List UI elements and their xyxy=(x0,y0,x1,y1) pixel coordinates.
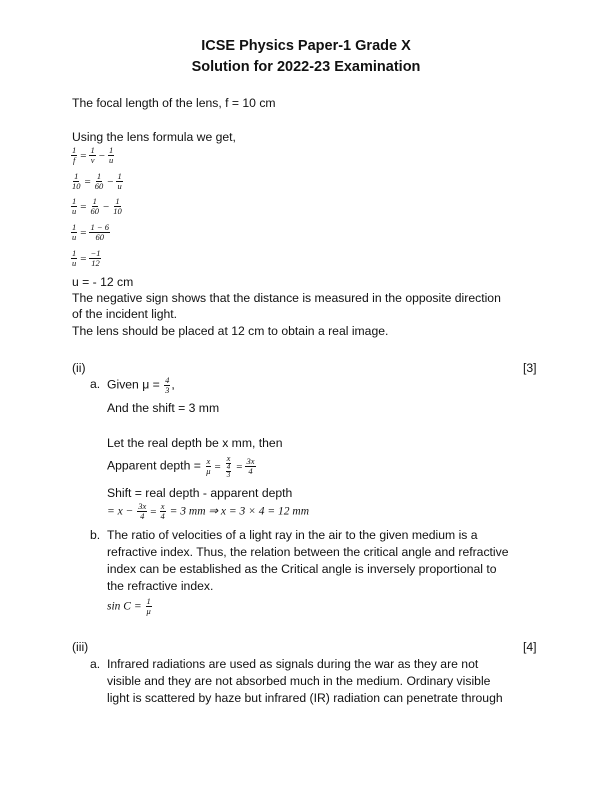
real-depth-text: Let the real depth be x mm, then xyxy=(107,436,283,450)
negative-sign-line-2: of the incident light. xyxy=(72,307,178,321)
lens-step-1: $\frac{1}{f}$ = $\frac{1}{v}$ − $\frac{1}{u}$ xyxy=(72,145,114,165)
shift-formula: Shift = real depth - apparent depth xyxy=(107,486,293,500)
part-iii-a-label: a. xyxy=(90,657,101,671)
b-line-3: index can be established as the Critical angle is inversely proportional to xyxy=(107,562,497,576)
sinc-formula: sin C = $\frac{1}{\mu}$ xyxy=(107,596,151,616)
lens-step-4: $\frac{1}{u}$ = $\frac{1 - 6}{60}$ xyxy=(72,222,109,242)
lens-formula-intro: Using the lens formula we get, xyxy=(72,130,236,144)
iii-a-line-1: Infrared radiations are used as signals during the war as they are not xyxy=(107,657,479,671)
iii-a-line-3: light is scattered by haze but infrared (IR) radiation can penetrate through xyxy=(107,691,503,705)
part-iii-label: (iii) xyxy=(72,640,89,654)
b-line-4: the refractive index. xyxy=(107,579,214,593)
lens-step-5: $\frac{1}{u}$ = $\frac{-1}{12}$ xyxy=(72,248,101,268)
focal-length-text: The focal length of the lens, f = 10 cm xyxy=(72,96,276,110)
part-ii-a-label: a. xyxy=(90,377,101,391)
b-line-1: The ratio of velocities of a light ray in the air to the given medium is a xyxy=(107,528,478,542)
paper-subtitle: Solution for 2022-23 Examination xyxy=(191,59,421,75)
shift-given: And the shift = 3 mm xyxy=(107,401,220,415)
part-ii-marks: [3] xyxy=(523,361,537,375)
u-value: u = - 12 cm xyxy=(72,275,134,289)
b-line-2: refractive index. Thus, the relation between the critical angle and refractive xyxy=(107,545,509,559)
apparent-depth: Apparent depth = $\frac{x}{\mu}$ = $\frac{x}{\frac{4}{3}}$ = $\frac{3x}{4}$ xyxy=(107,453,255,479)
part-ii-b-label: b. xyxy=(90,528,101,542)
given-mu: Given μ = $\frac{4}{3}$ , xyxy=(107,375,175,395)
shift-calc: = x − $\frac{3x}{4}$ = $\frac{x}{4}$ = 3 mm ⇒ x = 3 × 4 = 12 mm xyxy=(107,501,310,521)
iii-a-line-2: visible and they are not absorbed much in the medium. Ordinary visible xyxy=(107,674,491,688)
placement-text: The lens should be placed at 12 cm to obtain a real image. xyxy=(72,324,389,338)
part-ii-label: (ii) xyxy=(72,361,86,375)
lens-step-2: $\frac{1}{10}$ = $\frac{1}{60}$ − $\frac{1}{u}$ xyxy=(72,171,122,191)
lens-step-3: $\frac{1}{u}$ = $\frac{1}{60}$ − $\frac{1}{10}$ xyxy=(72,196,122,216)
negative-sign-line-1: The negative sign shows that the distance is measured in the opposite direction xyxy=(72,291,501,305)
part-iii-marks: [4] xyxy=(523,640,537,654)
paper-title: ICSE Physics Paper-1 Grade X xyxy=(201,38,411,54)
